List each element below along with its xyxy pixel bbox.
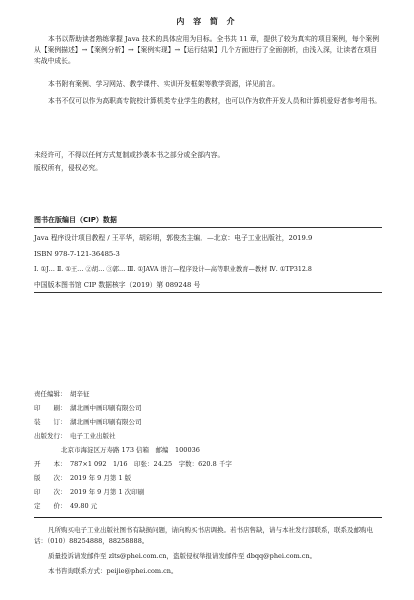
printing-value: 2019 年 9 月第 1 次印刷 (70, 488, 145, 496)
editor-row (34, 389, 90, 399)
cip-book-line: Java 程序设计项目教程 / 王平华，胡彩明，郭俊杰主编．—北京：电子工业出版社，2019.9 (34, 234, 313, 242)
editor-value: 胡辛征 (70, 390, 90, 398)
cip-record-number: 中国版本图书馆 CIP 数据核字（2019）第 089248 号 (34, 281, 201, 289)
intro-paragraph-1 (34, 34, 384, 67)
publisher-label: 出版发行： (34, 432, 67, 440)
editor-label: 责任编辑： (34, 390, 67, 398)
bind-label: 装 订： (34, 418, 67, 426)
footer-rule (34, 517, 382, 518)
bind-value: 湖北画中画印刷有限公司 (70, 418, 142, 426)
copy-notice: 未经许可，不得以任何方式复制或抄袭本书之部分或全部内容。 (34, 151, 225, 159)
intro-paragraph-2 (34, 79, 384, 90)
publisher-row (34, 431, 116, 441)
intro-p1-text: 本书以帮助读者熟练掌握 Java 技术的具体应用为目标。全书共 11 章，提供了较为真实的项目案例，每个案例从【案例描述】→【案例分析】→【案例实现】→【运行结果】几个方面进行了全面剖析，由浅入深，让读者在项目实战中成长。 (34, 35, 380, 65)
footer-p2-text: 质量投诉请发邮件至 zlts@phei.com.cn，盗版侵权举报请发邮件至 dbqq@phei.com.cn。 (48, 552, 317, 560)
print-label: 印 刷： (34, 404, 67, 412)
address-value: 北京市海淀区万寿路 173 信箱 邮编 100036 (61, 446, 200, 454)
printing-row (34, 487, 144, 497)
price-row (34, 501, 97, 511)
edition-value: 2019 年 9 月第 1 版 (70, 474, 132, 482)
intro-p2-text: 本书附有案例、学习网站、教学课件、实训开发框架等教学资源，详见前言。 (48, 80, 280, 88)
price-value: 49.80 元 (70, 502, 98, 510)
bind-row (34, 417, 142, 427)
printing-label: 印 次： (34, 488, 67, 496)
footer-paragraph-2 (34, 551, 384, 562)
cip-isbn: ISBN 978-7-121-36485-3 (34, 250, 120, 258)
intro-paragraph-3 (34, 96, 384, 107)
cip-classification: Ⅰ. ①J… Ⅱ. ①王… ②胡… ③郭… Ⅲ. ①JAVA 语言—程序设计—高等职业教育—教材 Ⅳ. ①TP312.8 (34, 266, 312, 273)
print-value: 湖北画中画印刷有限公司 (70, 404, 142, 412)
intro-p3-text: 本书不仅可以作为高职高专院校计算机类专业学生的教材，也可以作为软件开发人员和计算机爱好者参考用书。 (48, 97, 382, 105)
price-label: 定 价： (34, 502, 67, 510)
cip-title: 图书在版编目（CIP）数据 (34, 216, 117, 224)
edition-label: 版 次： (34, 474, 67, 482)
footer-paragraph-1 (34, 525, 384, 547)
cip-rule-bottom (34, 292, 382, 293)
address-row (61, 445, 200, 455)
print-row (34, 403, 142, 413)
cip-rule-top (34, 227, 382, 228)
format-row (34, 459, 232, 469)
page-title: 内 容 简 介 (176, 17, 238, 26)
edition-row (34, 473, 131, 483)
format-label: 开 本： (34, 460, 67, 468)
footer-p3-text: 本书咨询联系方式：peijie@phei.com.cn。 (48, 567, 178, 575)
format-value: 787×1 092 1/16 印张：24.25 字数：620.8 千字 (70, 460, 232, 468)
rights-notice: 版权所有，侵权必究。 (34, 164, 102, 172)
publisher-value: 电子工业出版社 (70, 432, 116, 440)
footer-paragraph-3 (34, 566, 384, 577)
footer-p1-text: 凡所购买电子工业出版社图书有缺损问题，请向购买书店调换。若书店售缺，请与本社发行部联系，联系及邮购电话：（010）88254888，88258888。 (34, 526, 373, 545)
